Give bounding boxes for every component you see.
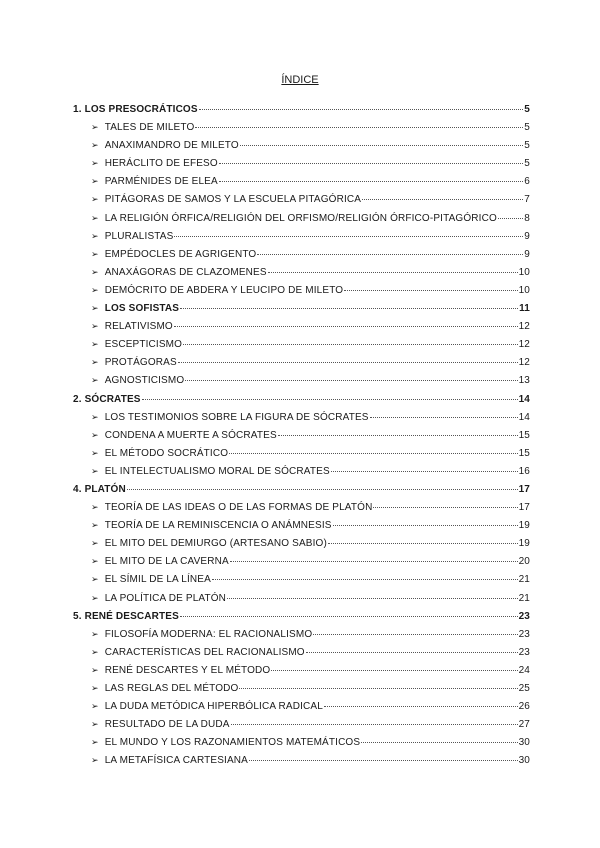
toc-subsection-entry[interactable] <box>73 176 530 194</box>
toc-page-number: 16 <box>518 465 530 477</box>
dot-leader <box>227 597 518 599</box>
toc-subsection-entry[interactable] <box>73 538 530 556</box>
toc-page-number: 17 <box>518 502 530 514</box>
toc-page-number: 5 <box>524 158 530 170</box>
toc-entry-label: RELATIVISMO <box>104 321 173 333</box>
toc-subsection-entry[interactable] <box>73 683 530 701</box>
toc-page-number: 19 <box>518 520 530 532</box>
toc-page-number: 19 <box>518 538 530 550</box>
toc-page-number: 23 <box>518 646 530 658</box>
dot-leader <box>249 759 518 761</box>
dot-leader <box>230 560 518 562</box>
dot-leader <box>195 126 523 128</box>
toc-subsection-entry[interactable] <box>73 122 530 140</box>
toc-subsection-entry[interactable] <box>73 194 530 212</box>
toc-page-number: 10 <box>518 284 530 296</box>
toc-entry-label: CONDENA A MUERTE A SÓCRATES <box>104 429 277 441</box>
page-title: ÍNDICE <box>281 74 319 86</box>
toc-page-number: 9 <box>524 230 530 242</box>
toc-subsection-entry[interactable] <box>73 448 530 466</box>
toc-subsection-entry[interactable] <box>73 158 530 176</box>
toc-entry-label: RESULTADO DE LA DUDA <box>104 719 230 731</box>
toc-entry-label: HERÁCLITO DE EFESO <box>104 158 218 170</box>
dot-leader <box>361 741 517 743</box>
toc-subsection-entry[interactable] <box>73 701 530 719</box>
dot-leader <box>142 398 518 400</box>
arrow-bullet-icon: ➢ <box>91 140 99 151</box>
arrow-bullet-icon: ➢ <box>91 664 99 675</box>
dot-leader <box>331 470 518 472</box>
dot-leader <box>239 687 517 689</box>
table-of-contents <box>73 104 530 773</box>
toc-entry-label: EL INTELECTUALISMO MORAL DE SÓCRATES <box>104 465 330 477</box>
toc-subsection-entry[interactable] <box>73 556 530 574</box>
toc-subsection-entry[interactable] <box>73 466 530 484</box>
dot-leader <box>306 651 518 653</box>
dot-leader <box>257 253 523 255</box>
toc-entry-label: RENÉ DESCARTES Y EL MÉTODO <box>104 664 271 676</box>
arrow-bullet-icon: ➢ <box>91 339 99 350</box>
dot-leader <box>344 289 517 291</box>
dot-leader <box>180 615 518 617</box>
toc-entry-label: TEORÍA DE LA REMINISCENCIA O ANÁMNESIS <box>104 520 332 532</box>
toc-page-number: 11 <box>519 303 530 315</box>
toc-entry-label: LAS REGLAS DEL MÉTODO <box>104 683 239 694</box>
toc-entry-label: 5. RENÉ DESCARTES <box>73 610 179 622</box>
dot-leader <box>362 198 523 200</box>
toc-subsection-entry[interactable] <box>73 502 530 520</box>
arrow-bullet-icon: ➢ <box>91 284 99 295</box>
toc-entry-label: LOS TESTIMONIOS SOBRE LA FIGURA DE SÓCRATES <box>104 411 369 423</box>
toc-entry-label: ANAXÁGORAS DE CLAZOMENES <box>104 266 267 278</box>
toc-page-number: 13 <box>518 375 530 387</box>
toc-subsection-entry[interactable] <box>73 719 530 737</box>
toc-entry-label: FILOSOFÍA MODERNA: EL RACIONALISMO <box>104 628 313 640</box>
toc-subsection-entry[interactable] <box>73 412 530 430</box>
toc-subsection-entry[interactable] <box>73 249 530 267</box>
toc-subsection-entry[interactable] <box>73 213 530 231</box>
toc-page-number: 23 <box>518 610 530 622</box>
dot-leader <box>178 361 518 363</box>
dot-leader <box>271 669 517 671</box>
arrow-bullet-icon: ➢ <box>91 194 99 205</box>
dot-leader <box>219 162 523 164</box>
arrow-bullet-icon: ➢ <box>91 701 99 712</box>
toc-subsection-entry[interactable] <box>73 629 530 647</box>
toc-entry-label: EL MITO DEL DEMIURGO (ARTESANO SABIO) <box>104 538 327 550</box>
arrow-bullet-icon: ➢ <box>91 447 99 458</box>
toc-subsection-entry[interactable] <box>73 231 530 249</box>
toc-entry-label: AGNOSTICISMO <box>104 375 185 387</box>
toc-entry-label: PARMÉNIDES DE ELEA <box>104 176 218 188</box>
dot-leader <box>212 578 518 580</box>
toc-subsection-entry[interactable] <box>73 574 530 592</box>
toc-entry-label: EL SÍMIL DE LA LÍNEA <box>104 574 211 586</box>
arrow-bullet-icon: ➢ <box>91 719 99 730</box>
dot-leader <box>199 108 524 110</box>
dot-leader <box>313 633 517 635</box>
arrow-bullet-icon: ➢ <box>91 411 99 422</box>
toc-entry-label: TALES DE MILETO <box>104 122 195 134</box>
dot-leader <box>268 271 518 273</box>
toc-page-number: 21 <box>518 592 530 604</box>
toc-page-number: 12 <box>518 339 530 351</box>
dot-leader <box>174 325 518 327</box>
arrow-bullet-icon: ➢ <box>91 574 99 585</box>
toc-page-number: 25 <box>518 683 530 694</box>
toc-page-number: 12 <box>518 357 530 369</box>
toc-subsection-entry[interactable] <box>73 140 530 158</box>
toc-page-number: 21 <box>518 574 530 586</box>
arrow-bullet-icon: ➢ <box>91 212 99 223</box>
arrow-bullet-icon: ➢ <box>91 737 99 748</box>
arrow-bullet-icon: ➢ <box>91 628 99 639</box>
toc-page-number: 14 <box>518 393 530 405</box>
arrow-bullet-icon: ➢ <box>91 176 99 187</box>
toc-entry-label: EMPÉDOCLES DE AGRIGENTO <box>104 248 257 260</box>
toc-subsection-entry[interactable] <box>73 737 530 755</box>
toc-subsection-entry[interactable] <box>73 430 530 448</box>
toc-page-number: 6 <box>524 176 530 188</box>
toc-entry-label: TEORÍA DE LAS IDEAS O DE LAS FORMAS DE PLATÓN <box>104 502 373 514</box>
toc-entry-label: PLURALISTAS <box>104 230 174 242</box>
dot-leader <box>240 144 523 146</box>
arrow-bullet-icon: ➢ <box>91 321 99 332</box>
toc-page-number: 15 <box>518 429 530 441</box>
arrow-bullet-icon: ➢ <box>91 538 99 549</box>
toc-entry-label: LA METAFÍSICA CARTESIANA <box>104 755 248 767</box>
arrow-bullet-icon: ➢ <box>91 429 99 440</box>
arrow-bullet-icon: ➢ <box>91 465 99 476</box>
arrow-bullet-icon: ➢ <box>91 303 99 314</box>
dot-leader <box>333 524 518 526</box>
toc-page-number: 23 <box>518 628 530 640</box>
toc-entry-label: PROTÁGORAS <box>104 357 177 369</box>
toc-entry-label: LOS SOFISTAS <box>104 303 180 315</box>
toc-entry-label: CARACTERÍSTICAS DEL RACIONALISMO <box>104 646 305 658</box>
arrow-bullet-icon: ➢ <box>91 230 99 241</box>
toc-subsection-entry[interactable] <box>73 357 530 375</box>
toc-subsection-entry[interactable] <box>73 321 530 339</box>
toc-section-entry[interactable] <box>73 484 530 502</box>
arrow-bullet-icon: ➢ <box>91 248 99 259</box>
arrow-bullet-icon: ➢ <box>91 266 99 277</box>
dot-leader <box>127 488 518 490</box>
dot-leader <box>185 379 517 381</box>
arrow-bullet-icon: ➢ <box>91 646 99 657</box>
dot-leader <box>174 235 523 237</box>
toc-page-number: 14 <box>518 411 530 423</box>
toc-page-number: 5 <box>524 140 530 152</box>
toc-section-entry[interactable] <box>73 611 530 629</box>
dot-leader <box>373 506 517 508</box>
toc-subsection-entry[interactable] <box>73 285 530 303</box>
toc-page-number: 30 <box>518 737 530 749</box>
toc-subsection-entry[interactable] <box>73 267 530 285</box>
toc-entry-label: EL MUNDO Y LOS RAZONAMIENTOS MATEMÁTICOS <box>104 737 361 749</box>
dot-leader <box>278 434 518 436</box>
toc-entry-label: LA RELIGIÓN ÓRFICA/RELIGIÓN DEL ORFISMO/RELIGIÓN ÓRFICO-PITAGÓRICO <box>104 212 497 224</box>
toc-entry-label: LA DUDA METÓDICA HIPERBÓLICA RADICAL <box>104 701 323 713</box>
toc-entry-label: 4. PLATÓN <box>73 483 126 495</box>
toc-page-number: 10 <box>518 266 530 278</box>
toc-subsection-entry[interactable] <box>73 755 530 773</box>
toc-page-number: 7 <box>524 194 530 206</box>
toc-entry-label: LA POLÍTICA DE PLATÓN <box>104 592 227 604</box>
toc-page-number: 15 <box>518 447 530 459</box>
dot-leader <box>324 705 518 707</box>
toc-page-number: 5 <box>524 104 530 115</box>
dot-leader <box>328 542 518 544</box>
toc-entry-label: 2. SÓCRATES <box>73 393 141 405</box>
toc-entry-label: DEMÓCRITO DE ABDERA Y LEUCIPO DE MILETO <box>104 284 344 296</box>
dot-leader <box>231 723 518 725</box>
toc-subsection-entry[interactable] <box>73 665 530 683</box>
toc-section-entry[interactable] <box>73 104 530 122</box>
arrow-bullet-icon: ➢ <box>91 520 99 531</box>
toc-subsection-entry[interactable] <box>73 339 530 357</box>
dot-leader <box>219 180 523 182</box>
arrow-bullet-icon: ➢ <box>91 592 99 603</box>
arrow-bullet-icon: ➢ <box>91 158 99 169</box>
toc-page-number: 9 <box>524 248 530 260</box>
arrow-bullet-icon: ➢ <box>91 556 99 567</box>
dot-leader <box>370 416 518 418</box>
toc-page-number: 8 <box>524 212 530 224</box>
arrow-bullet-icon: ➢ <box>91 122 99 133</box>
toc-page-number: 5 <box>524 122 530 134</box>
toc-entry-label: ESCEPTICISMO <box>104 339 183 351</box>
toc-entry-label: EL MITO DE LA CAVERNA <box>104 556 229 568</box>
dot-leader <box>180 307 518 309</box>
toc-entry-label: ANAXIMANDRO DE MILETO <box>104 140 239 152</box>
arrow-bullet-icon: ➢ <box>91 375 99 386</box>
toc-page-number: 26 <box>518 701 530 713</box>
toc-entry-label: EL MÉTODO SOCRÁTICO <box>104 447 229 459</box>
toc-page-number: 24 <box>518 664 530 676</box>
toc-entry-label: 1. LOS PRESOCRÁTICOS <box>73 104 198 115</box>
arrow-bullet-icon: ➢ <box>91 357 99 368</box>
toc-subsection-entry[interactable] <box>73 375 530 393</box>
dot-leader <box>498 217 523 219</box>
toc-subsection-entry[interactable] <box>73 593 530 611</box>
toc-page-number: 30 <box>518 755 530 767</box>
toc-page-number: 12 <box>518 321 530 333</box>
toc-subsection-entry[interactable] <box>73 303 530 321</box>
toc-entry-label: PITÁGORAS DE SAMOS Y LA ESCUELA PITAGÓRICA <box>104 194 362 206</box>
toc-section-entry[interactable] <box>73 394 530 412</box>
arrow-bullet-icon: ➢ <box>91 502 99 513</box>
dot-leader <box>183 343 517 345</box>
toc-subsection-entry[interactable] <box>73 520 530 538</box>
toc-page-number: 20 <box>518 556 530 568</box>
toc-subsection-entry[interactable] <box>73 647 530 665</box>
arrow-bullet-icon: ➢ <box>91 683 99 693</box>
dot-leader <box>229 452 517 454</box>
toc-page-number: 17 <box>518 483 530 495</box>
toc-page-number: 27 <box>518 719 530 731</box>
arrow-bullet-icon: ➢ <box>91 755 99 766</box>
